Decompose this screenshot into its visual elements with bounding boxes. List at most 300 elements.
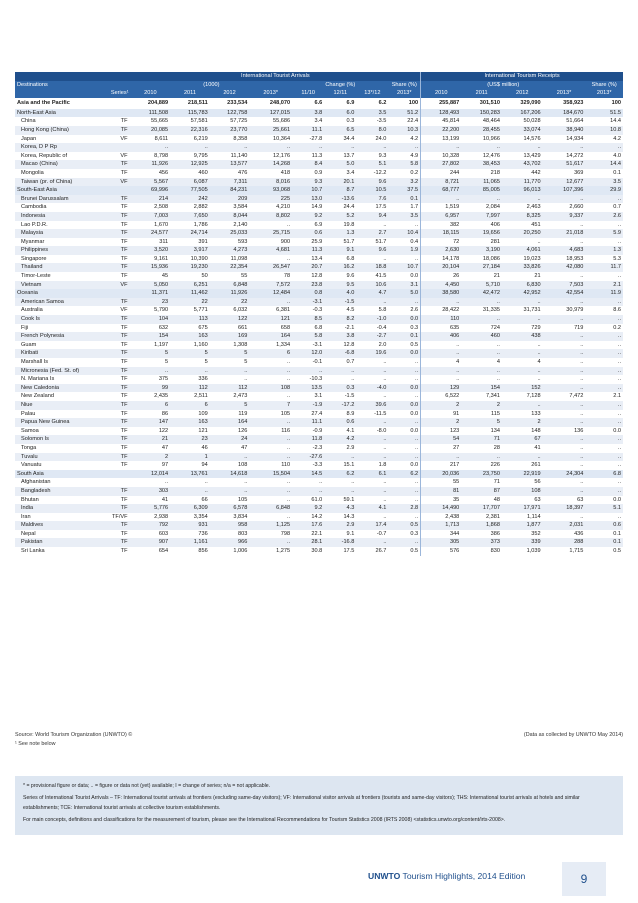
value-cell: 14.4 xyxy=(585,160,623,169)
destination-cell: Vietnam xyxy=(15,281,103,290)
value-cell: 0.3 xyxy=(324,384,356,393)
value-cell: .. xyxy=(249,298,292,307)
value-cell: 51,617 xyxy=(543,160,586,169)
value-cell: 11,926 xyxy=(131,160,171,169)
value-cell: 391 xyxy=(198,238,208,245)
value-cell: 2.8 xyxy=(388,504,420,513)
tourism-statistics-table xyxy=(15,72,623,556)
value-cell: 19.6 xyxy=(356,349,388,358)
value-cell: .. xyxy=(543,384,586,393)
destination-cell: American Samoa xyxy=(15,298,103,307)
value-cell: 242 xyxy=(170,195,210,204)
value-cell: .. xyxy=(421,143,462,152)
value-cell: .. xyxy=(543,418,586,427)
value-cell: 12,677 xyxy=(543,178,586,187)
header-change-period: 11/10 xyxy=(292,89,324,98)
value-cell: 856 xyxy=(198,548,208,555)
value-cell: -17.2 xyxy=(324,401,356,410)
value-cell: 26.7 xyxy=(375,548,387,555)
value-cell: -3.5 xyxy=(376,118,387,125)
value-cell: 14.9 xyxy=(311,204,323,211)
table-row xyxy=(15,255,623,264)
header-change-period: 12/11 xyxy=(324,89,356,98)
series-cell: TF xyxy=(103,332,131,341)
value-cell: .. xyxy=(415,479,419,486)
value-cell: 10.8 xyxy=(585,126,623,135)
value-cell: 6,522 xyxy=(421,392,462,401)
series-cell: TF xyxy=(103,538,131,547)
header-series: Series¹ xyxy=(15,89,131,98)
value-cell: 0.2 xyxy=(410,169,419,176)
value-cell: 13.4 xyxy=(311,255,323,262)
value-cell: .. xyxy=(502,195,543,204)
value-cell: .. xyxy=(421,298,462,307)
value-cell: .. xyxy=(585,487,623,496)
value-cell: 2,463 xyxy=(526,204,541,211)
value-cell: .. xyxy=(543,435,586,444)
value-cell: .. xyxy=(287,513,291,520)
value-cell: 6,578 xyxy=(210,504,250,513)
value-cell: -27.8 xyxy=(309,135,323,142)
value-cell: 3,190 xyxy=(461,246,502,255)
series-cell: TF xyxy=(103,246,131,255)
series-cell: TF xyxy=(120,324,128,331)
value-cell: 9.1 xyxy=(324,246,356,255)
value-cell: 11.7 xyxy=(585,263,623,272)
value-cell: -1.5 xyxy=(344,393,355,400)
value-cell: 6,309 xyxy=(170,504,210,513)
value-cell: 2.0 xyxy=(378,341,387,348)
value-cell: .. xyxy=(461,298,502,307)
value-cell: 369 xyxy=(574,169,584,176)
value-cell: 4.9 xyxy=(410,152,419,159)
value-cell: 4.0 xyxy=(324,289,356,298)
series-cell: TF xyxy=(120,341,128,348)
value-cell: .. xyxy=(292,487,324,496)
value-cell: 4.3 xyxy=(324,504,356,513)
value-cell: 0.1 xyxy=(388,195,420,204)
value-cell: 8,721 xyxy=(421,178,462,187)
destination-cell: Tuvalu xyxy=(15,453,103,462)
value-cell: -10.3 xyxy=(309,376,323,383)
value-cell: 108 xyxy=(249,384,292,393)
table-row xyxy=(15,418,623,427)
value-cell: -0.3 xyxy=(312,307,323,314)
destination-cell: Micronesia (Fed. St. of) xyxy=(15,367,103,376)
value-cell: 6.2 xyxy=(378,99,387,106)
destination-cell: Cambodia xyxy=(21,204,47,211)
header-arrivals: International Tourist Arrivals xyxy=(131,72,421,81)
value-cell: 0.0 xyxy=(410,410,419,417)
table-row xyxy=(15,496,623,505)
value-cell: 11.1 xyxy=(292,126,324,135)
value-cell: 7,128 xyxy=(526,393,541,400)
value-cell: 56 xyxy=(534,479,541,486)
footer-title xyxy=(368,871,525,881)
value-cell: 5 xyxy=(165,359,169,365)
table-row xyxy=(15,117,623,126)
value-cell: 63 xyxy=(577,496,584,503)
value-cell: 281 xyxy=(490,238,500,245)
value-cell: 4,210 xyxy=(276,204,291,211)
series-cell: TF xyxy=(120,444,128,451)
value-cell: .. xyxy=(617,479,621,486)
value-cell: 150,283 xyxy=(461,109,502,118)
value-cell: 93,068 xyxy=(249,186,292,195)
value-cell: 0.4 xyxy=(410,238,419,245)
value-cell: .. xyxy=(324,453,356,462)
value-cell: .. xyxy=(580,462,584,469)
value-cell: .. xyxy=(388,298,420,307)
value-cell: 3,584 xyxy=(233,204,248,211)
value-cell: 69,996 xyxy=(131,186,171,195)
value-cell: 217 xyxy=(421,461,462,470)
value-cell: 9.2 xyxy=(292,504,324,513)
value-cell: 0.1 xyxy=(585,538,623,547)
value-cell: 25.9 xyxy=(311,238,323,245)
value-cell: .. xyxy=(543,298,586,307)
value-cell: 12,484 xyxy=(249,289,292,298)
table-region-row xyxy=(15,470,623,479)
value-cell: 51.7 xyxy=(375,238,387,245)
header-year: 2013* xyxy=(249,89,292,98)
value-cell: 675 xyxy=(198,324,208,331)
value-cell: .. xyxy=(537,341,541,348)
destination-cell: New Zealand xyxy=(21,393,54,400)
value-cell: .. xyxy=(249,538,292,547)
value-cell: 5,050 xyxy=(131,281,171,290)
destination-cell: Timor-Leste xyxy=(21,273,51,280)
value-cell: 13,577 xyxy=(210,160,250,169)
value-cell: .. xyxy=(388,453,420,462)
value-cell: .. xyxy=(421,195,462,204)
value-cell: .. xyxy=(585,367,623,376)
value-cell: 12,476 xyxy=(482,152,500,159)
destination-cell: Oceania xyxy=(15,289,103,298)
value-cell: 55,665 xyxy=(151,118,169,125)
series-cell: TF xyxy=(103,349,131,358)
table-row xyxy=(15,178,623,187)
value-cell: 442 xyxy=(531,169,541,176)
value-cell: 1,161 xyxy=(170,538,210,547)
value-cell: 7,572 xyxy=(249,281,292,290)
value-cell: 5 xyxy=(170,349,210,358)
destination-cell: Samoa xyxy=(21,427,39,434)
value-cell: 18,115 xyxy=(421,229,462,238)
table-row xyxy=(15,229,623,238)
value-cell: .. xyxy=(210,367,250,376)
value-cell: 100 xyxy=(611,99,621,106)
value-cell: 57,581 xyxy=(190,118,208,125)
value-cell: 576 xyxy=(421,547,462,556)
value-cell: 3.8 xyxy=(324,332,356,341)
value-cell: 5 xyxy=(131,349,171,358)
value-cell: -1.5 xyxy=(324,298,356,307)
value-cell: .. xyxy=(617,238,621,245)
series-cell xyxy=(103,478,131,487)
value-cell: 5.8 xyxy=(292,332,324,341)
value-cell: .. xyxy=(502,349,543,358)
value-cell: .. xyxy=(585,298,623,307)
value-cell: 9.1 xyxy=(346,530,355,537)
value-cell: 10.7 xyxy=(388,263,420,272)
value-cell: .. xyxy=(580,479,584,486)
value-cell: 1,670 xyxy=(154,221,169,228)
value-cell: 14,490 xyxy=(421,504,462,513)
destination-cell: Vanuatu xyxy=(21,462,42,469)
value-cell: 375 xyxy=(158,376,169,383)
destination-cell: Guam xyxy=(21,341,37,348)
value-cell: 67 xyxy=(502,435,543,444)
value-cell: 6,830 xyxy=(502,281,543,290)
value-cell: 24 xyxy=(210,435,250,444)
header-share-a: Share (%) xyxy=(388,81,420,90)
value-cell: 261 xyxy=(531,462,541,469)
value-cell: 1,334 xyxy=(276,341,291,348)
value-cell: .. xyxy=(356,453,388,462)
header-share-year: 2013* xyxy=(585,89,623,98)
value-cell: 19,230 xyxy=(170,263,210,272)
value-cell: .. xyxy=(415,376,419,383)
value-cell: 123 xyxy=(421,427,462,436)
header-blank xyxy=(15,72,131,81)
value-cell: -8.0 xyxy=(376,427,387,434)
value-cell: 16.2 xyxy=(324,263,356,272)
value-cell: 2,140 xyxy=(233,221,248,228)
value-cell: .. xyxy=(244,479,248,486)
destination-cell: Maldives xyxy=(15,521,103,530)
destination-cell: Thailand xyxy=(15,263,103,272)
value-cell: 8.5 xyxy=(292,315,324,324)
header-change: Change (%) xyxy=(292,81,388,90)
value-cell: .. xyxy=(496,376,500,383)
table-row xyxy=(15,212,623,221)
value-cell: .. xyxy=(356,487,388,496)
value-cell: 148 xyxy=(531,427,541,434)
value-cell: .. xyxy=(383,479,387,486)
value-cell: 3,520 xyxy=(131,246,171,255)
value-cell: 7,997 xyxy=(461,212,502,221)
value-cell: 108 xyxy=(238,462,248,469)
value-cell: .. xyxy=(249,367,292,376)
value-cell: 5.8 xyxy=(378,307,387,314)
table-row xyxy=(15,538,623,547)
value-cell: -2.7 xyxy=(356,332,388,341)
value-cell: 1,275 xyxy=(276,548,291,555)
value-cell: 55,686 xyxy=(273,118,291,125)
value-cell: 28 xyxy=(493,444,500,451)
value-cell: 729 xyxy=(531,324,541,331)
value-cell: 24,304 xyxy=(543,470,586,479)
series-cell: TF xyxy=(120,530,128,537)
value-cell: .. xyxy=(543,195,586,204)
value-cell: 9.3 xyxy=(378,152,387,159)
value-cell: -27.6 xyxy=(292,453,324,462)
value-cell: 476 xyxy=(238,169,248,176)
series-cell xyxy=(103,470,131,479)
table-region-row xyxy=(15,109,623,118)
value-cell: .. xyxy=(502,315,543,324)
value-cell: 11.3 xyxy=(292,246,324,255)
value-cell: .. xyxy=(249,418,292,427)
value-cell: 71 xyxy=(493,479,500,486)
value-cell: .. xyxy=(170,487,210,496)
value-cell: .. xyxy=(543,487,586,496)
value-cell: 33,074 xyxy=(502,126,543,135)
table-row xyxy=(15,358,623,367)
note-concepts: For main concepts, definitions and classifications for the measurement of tourism, please see the International Recommendations for Tourism Statistics 2008 (IRTS 2008) <statistics.unwto.org/content/irts-2008>. xyxy=(23,817,506,824)
series-cell: TF xyxy=(103,263,131,272)
table-row xyxy=(15,410,623,419)
value-cell: 8,358 xyxy=(233,135,248,142)
value-cell: -0.1 xyxy=(312,359,323,365)
footer-publication: Tourism Highlights, 2014 Edition xyxy=(402,871,526,881)
value-cell: 438 xyxy=(502,332,543,341)
value-cell: 91 xyxy=(421,410,462,419)
value-cell: 22,354 xyxy=(210,263,250,272)
value-cell: 0.1 xyxy=(613,530,621,537)
value-cell: 111,508 xyxy=(131,109,171,118)
value-cell: 8.4 xyxy=(292,160,324,169)
value-cell: .. xyxy=(287,479,291,486)
value-cell: 4.2 xyxy=(613,135,621,142)
value-cell: .. xyxy=(461,367,502,376)
table-row xyxy=(15,263,623,272)
value-cell: .. xyxy=(249,453,292,462)
value-cell: 11,462 xyxy=(170,289,210,298)
value-cell: 38,453 xyxy=(461,160,502,169)
value-cell: -2.3 xyxy=(312,444,323,451)
value-cell: 3,354 xyxy=(193,513,208,520)
series-cell: TF xyxy=(120,169,128,176)
value-cell: 5.0 xyxy=(388,289,420,298)
table-row xyxy=(15,298,623,307)
value-cell: 38,940 xyxy=(543,126,586,135)
value-cell: 1,713 xyxy=(421,521,462,530)
value-cell: 26,547 xyxy=(249,263,292,272)
value-cell: -6.8 xyxy=(324,349,356,358)
value-cell: 21 xyxy=(493,273,500,280)
value-cell: 15.1 xyxy=(343,462,355,469)
value-cell: .. xyxy=(585,315,623,324)
value-cell: 2,435 xyxy=(154,393,169,400)
value-cell: 50 xyxy=(201,273,208,280)
value-cell: 2.1 xyxy=(613,393,621,400)
value-cell: 105 xyxy=(238,496,248,503)
value-cell: 17,707 xyxy=(461,504,502,513)
value-cell: 164 xyxy=(249,332,292,341)
value-cell: 57,725 xyxy=(230,118,248,125)
value-cell: 20,036 xyxy=(421,470,462,479)
value-cell: 100 xyxy=(408,99,419,106)
value-cell: 4.2 xyxy=(410,135,419,142)
value-cell: 4.1 xyxy=(356,504,388,513)
value-cell: 5 xyxy=(461,418,502,427)
series-cell: TF xyxy=(103,384,131,393)
table-row xyxy=(15,135,623,144)
value-cell: 4.2 xyxy=(324,435,356,444)
value-cell: 8,016 xyxy=(249,178,292,187)
destination-cell: Sri Lanka xyxy=(21,548,45,555)
value-cell: .. xyxy=(580,273,584,280)
value-cell: 10.6 xyxy=(356,281,388,290)
value-cell: -16.8 xyxy=(324,538,356,547)
table-row xyxy=(15,461,623,470)
destination-cell: Philippines xyxy=(15,246,103,255)
value-cell: 27 xyxy=(421,444,462,453)
value-cell: 2 xyxy=(421,401,462,410)
top-margin xyxy=(0,0,638,58)
destination-cell: Macao (China) xyxy=(15,160,103,169)
value-cell: .. xyxy=(585,332,623,341)
value-cell: .. xyxy=(580,341,584,348)
value-cell: 13,761 xyxy=(170,470,210,479)
destination-cell: Korea, Republic of xyxy=(21,152,68,159)
table-row xyxy=(15,367,623,376)
value-cell: 1,786 xyxy=(193,221,208,228)
destination-cell: N. Mariana Is xyxy=(21,376,55,383)
value-cell: 792 xyxy=(131,521,171,530)
value-cell: 301,510 xyxy=(479,99,500,106)
header-share-year: 2013* xyxy=(388,89,420,98)
value-cell: 0.3 xyxy=(346,118,355,125)
series-cell: TF xyxy=(120,427,128,434)
table-body xyxy=(15,98,623,556)
value-cell: 3.4 xyxy=(314,118,323,125)
value-cell: 10.7 xyxy=(292,186,324,195)
value-cell: 9,337 xyxy=(543,212,586,221)
table-row xyxy=(15,530,623,539)
value-cell: 233,534 xyxy=(227,99,248,106)
value-cell: 9.6 xyxy=(346,273,355,280)
value-cell: 2,630 xyxy=(421,246,462,255)
value-cell: .. xyxy=(210,453,250,462)
value-cell: 68,777 xyxy=(421,186,462,195)
value-cell: .. xyxy=(543,453,586,462)
value-cell: 14.3 xyxy=(343,513,355,520)
value-cell: .. xyxy=(421,453,462,462)
value-cell: .. xyxy=(287,221,291,228)
value-cell: .. xyxy=(415,221,419,228)
value-cell: 11,140 xyxy=(230,152,248,159)
value-cell: 41 xyxy=(161,496,169,503)
series-cell xyxy=(103,109,131,118)
value-cell: .. xyxy=(351,479,355,486)
value-cell: 6.0 xyxy=(324,109,356,118)
value-cell: 122,758 xyxy=(210,109,250,118)
value-cell: 658 xyxy=(280,324,291,331)
value-cell: 87 xyxy=(461,487,502,496)
header-year: 2013* xyxy=(543,89,586,98)
value-cell: 0.9 xyxy=(314,169,323,176)
value-cell: 4.7 xyxy=(356,289,388,298)
value-cell: 329,090 xyxy=(520,99,541,106)
series-cell: TF xyxy=(103,195,131,204)
value-cell: 12.0 xyxy=(292,349,324,358)
value-cell: 931 xyxy=(170,521,210,530)
destination-cell: Palau xyxy=(21,410,36,417)
value-cell: -1.9 xyxy=(292,401,324,410)
value-cell: -12.2 xyxy=(373,169,387,176)
value-cell: 96,013 xyxy=(502,186,543,195)
value-cell: 48 xyxy=(493,496,500,503)
value-cell: 20.7 xyxy=(292,263,324,272)
value-cell: -1.0 xyxy=(356,315,388,324)
series-cell: TF xyxy=(120,376,128,383)
table-row xyxy=(15,306,623,315)
value-cell: .. xyxy=(356,418,388,427)
value-cell: .. xyxy=(356,538,388,547)
